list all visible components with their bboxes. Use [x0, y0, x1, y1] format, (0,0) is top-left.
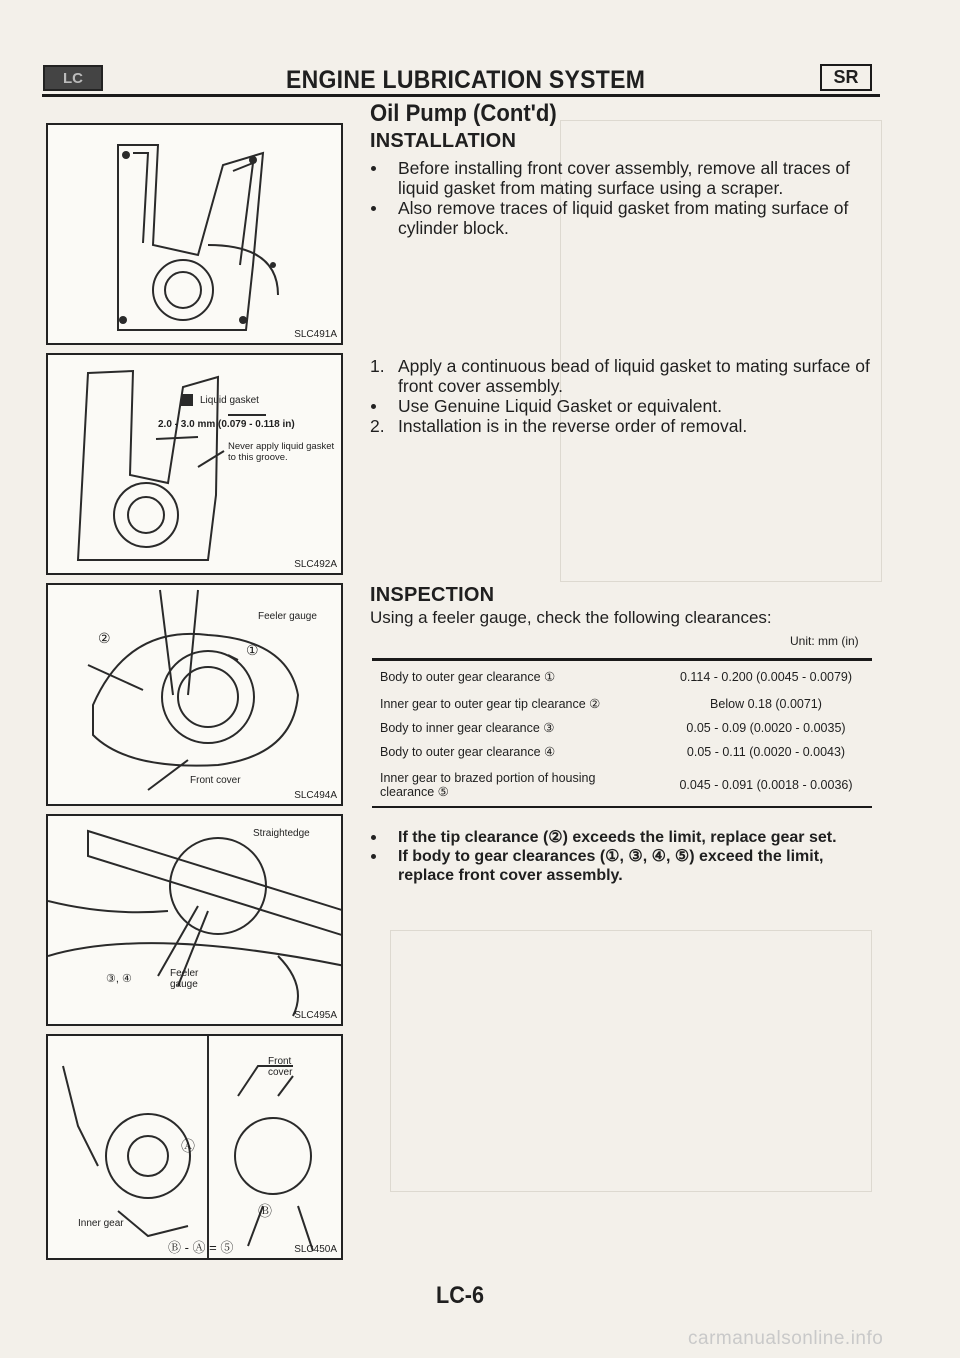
straightedge-drawing [48, 816, 343, 1026]
installation-heading: INSTALLATION [370, 130, 517, 152]
table-row: Body to outer gear clearance ① 0.114 - 0.200 (0.0045 - 0.0079) [380, 669, 853, 684]
callout-2: ② [98, 630, 111, 646]
callout-3-4: ③, ④ [106, 973, 132, 985]
warning-item: If the tip clearance (②) exceeds the limit, replace gear set. [370, 828, 875, 847]
front-cover-drawing [48, 125, 343, 345]
step-item: 1. Apply a continuous bead of liquid gasket to mating surface of front cover assembly. [370, 356, 870, 396]
label-liquid-gasket: Liquid gasket [200, 395, 259, 406]
engine-tag: SR [820, 64, 872, 91]
section-title: Oil Pump (Cont'd) [370, 100, 557, 127]
callout-1: ① [246, 642, 259, 658]
callout-b: Ⓑ [258, 1203, 272, 1219]
formula-label: Ⓑ - Ⓐ = ⑤ [168, 1240, 234, 1255]
label-bead-size: 2.0 - 3.0 mm (0.079 - 0.118 in) [158, 419, 295, 430]
label-straightedge: Straightedge [253, 828, 310, 839]
bleed-through-shadow [390, 930, 872, 1192]
figure-code: SLC495A [294, 1010, 337, 1021]
installation-steps [370, 356, 870, 436]
callout-a: Ⓐ [181, 1138, 195, 1154]
header-rule [42, 94, 880, 97]
figure-inner-gear-clearance [46, 1034, 343, 1260]
label-feeler-gauge: Feeler gauge [170, 968, 199, 990]
figure-code: SLC494A [294, 790, 337, 801]
figure-code: SLC492A [294, 559, 337, 570]
figure-liquid-gasket [46, 353, 343, 575]
bullet-item: Before installing front cover assembly, remove all traces of liquid gasket from mating surface using a scraper. [398, 158, 850, 198]
table-row: Body to outer gear clearance ④ 0.05 - 0.11 (0.0020 - 0.0043) [380, 745, 846, 759]
table-row: Inner gear to brazed portion of housing clearance ⑤ 0.045 - 0.091 (0.0018 - 0.0036) [380, 771, 853, 799]
gasket-drawing [48, 355, 343, 575]
table-row: Body to inner gear clearance ③ 0.05 - 0.09 (0.0020 - 0.0035) [380, 721, 846, 735]
installation-bullets [370, 158, 870, 238]
figure-feeler-gauge [46, 583, 343, 806]
table-row: Inner gear to outer gear tip clearance ② Below 0.18 (0.0071) [380, 697, 822, 711]
warning-item: If body to gear clearances (①, ③, ④, ⑤) exceed the limit, replace front cover assembly. [370, 847, 875, 885]
figure-front-cover [46, 123, 343, 345]
step-item: 2. Installation is in the reverse order of removal. [370, 416, 748, 436]
figure-straightedge [46, 814, 343, 1026]
page-header-title: ENGINE LUBRICATION SYSTEM [286, 66, 646, 94]
figure-code: SLC450A [294, 1244, 337, 1255]
label-groove-note: Never apply liquid gasket to this groove. [228, 441, 335, 463]
unit-label: Unit: mm (in) [790, 634, 859, 648]
label-inner-gear: Inner gear [78, 1218, 124, 1229]
inspection-heading: INSPECTION [370, 584, 495, 606]
label-front-cover: Front cover [190, 775, 241, 786]
label-front-cover: Front cover [268, 1056, 293, 1078]
watermark: carmanualsonline.info [688, 1328, 884, 1349]
inspection-warnings [370, 828, 875, 885]
clearance-table [372, 658, 872, 808]
page-number: LC-6 [436, 1282, 485, 1309]
label-feeler-gauge: Feeler gauge [258, 611, 317, 622]
step-item: Use Genuine Liquid Gasket or equivalent. [398, 396, 722, 416]
figure-code: SLC491A [294, 329, 337, 340]
section-tag-left: LC [43, 65, 103, 91]
bullet-item: Also remove traces of liquid gasket from mating surface of cylinder block. [398, 198, 849, 238]
inspection-intro: Using a feeler gauge, check the following clearances: [370, 608, 772, 627]
